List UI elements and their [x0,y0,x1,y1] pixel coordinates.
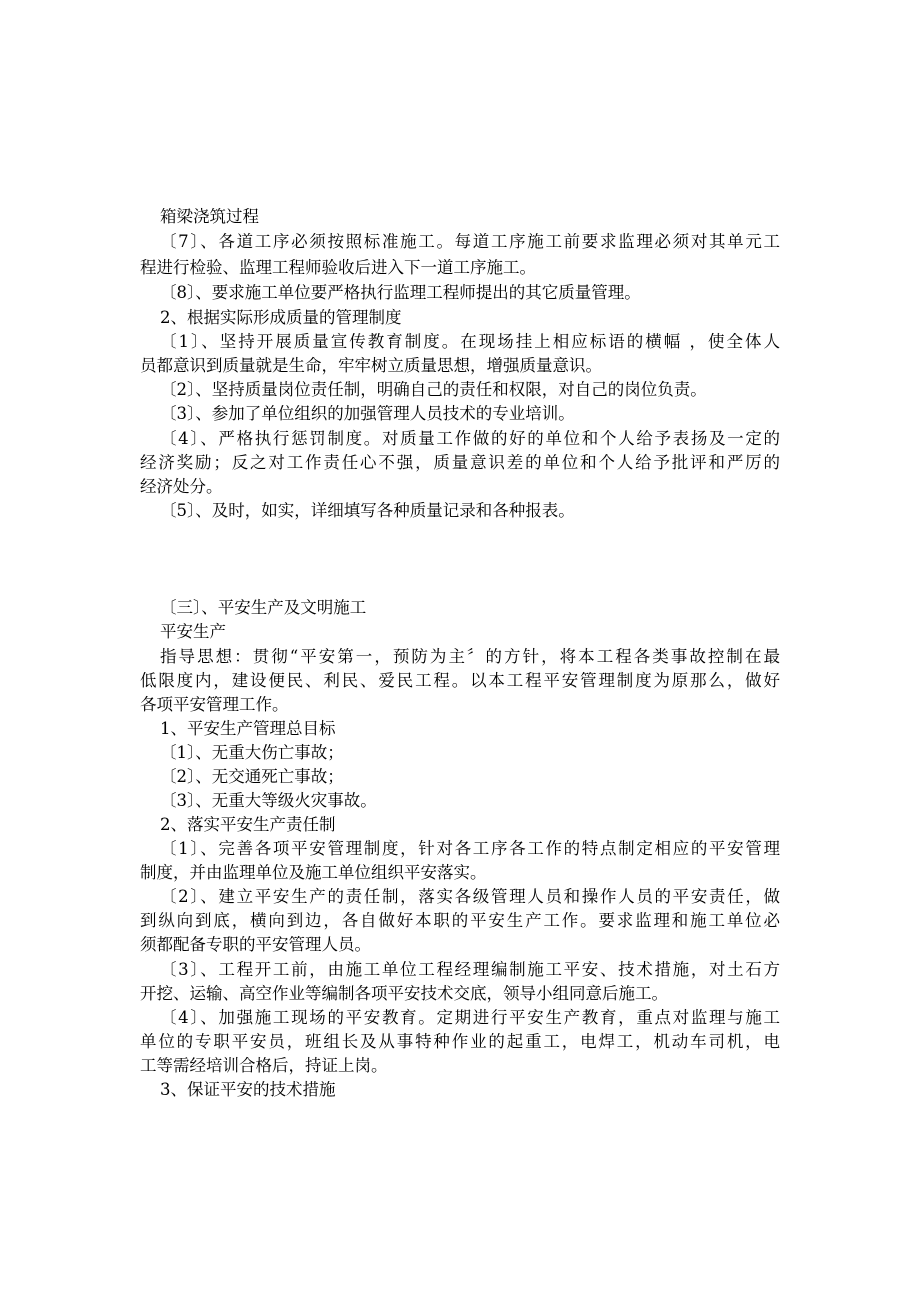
goal-item-2: 〔2〕、无交通死亡事故； [160,767,344,786]
quality-item-4-line-3: 经济处分。 [140,477,223,496]
quality-item-4-line-2: 经济奖励；反之对工作责任心不强，质量意识差的单位和个人给予批评和严厉的 [140,453,780,472]
heading-safety-responsibility: 2、落实平安生产责任制 [160,815,336,834]
goal-item-1: 〔1〕、无重大伤亡事故； [160,743,344,762]
responsibility-item-2-line-2: 到纵向到底，横向到边，各自做好本职的平安生产工作。要求监理和施工单位必 [140,911,780,930]
responsibility-item-2-line-1: 〔2〕、建立平安生产的责任制，落实各级管理人员和操作人员的平安责任，做 [160,887,780,906]
responsibility-item-2-line-3: 须都配备专职的平安管理人员。 [140,935,371,954]
guiding-idea-line-1: 指导思想：贯彻“平安第一，预防为主〞的方针，将本工程各类事故控制在最 [160,647,780,666]
responsibility-item-3-line-2: 开挖、运输、高空作业等编制各项平安技术交底，领导小组同意后施工。 [140,984,668,1003]
guiding-idea-line-3: 各项平安管理工作。 [140,695,289,714]
responsibility-item-1-line-1: 〔1〕、完善各项平安管理制度，针对各工序各工作的特点制定相应的平安管理 [160,839,780,858]
quality-item-1-line-2: 员都意识到质量就是生命，牢牢树立质量思想，增强质量意识。 [140,356,602,375]
heading-safe-production: 平安生产 [160,622,226,641]
responsibility-item-1-line-2: 制度，并由监理单位及施工单位组织平安落实。 [140,863,487,882]
guiding-idea-line-2: 低限度内，建设便民、利民、爱民工程。以本工程平安管理制度为原那么，做好 [140,671,780,690]
item-7-line-2: 程进行检验、监理工程师验收后进入下一道工序施工。 [140,258,536,277]
heading-safety-goals: 1、平安生产管理总目标 [160,719,336,738]
responsibility-item-4-line-2: 单位的专职平安员，班组长及从事特种作业的起重工，电焊工，机动车司机，电 [140,1032,780,1051]
heading-safety-civilized-construction: 〔三〕、平安生产及文明施工 [160,598,367,617]
heading-safety-technical-measures: 3、保证平安的技术措施 [160,1080,336,1099]
item-7-line-1: 〔7〕、各道工序必须按照标准施工。每道工序施工前要求监理必须对其单元工 [160,232,780,251]
responsibility-item-4-line-3: 工等需经培训合格后，持证上岗。 [140,1056,388,1075]
item-8: 〔8〕、要求施工单位要严格执行监理工程师提出的其它质量管理。 [160,283,641,302]
heading-quality-management-system: 2、根据实际形成质量的管理制度 [160,308,402,327]
responsibility-item-3-line-1: 〔3〕、工程开工前，由施工单位工程经理编制施工平安、技术措施，对土石方 [160,960,780,979]
goal-item-3: 〔3〕、无重大等级火灾事故。 [160,791,377,810]
quality-item-3: 〔3〕、参加了单位组织的加强管理人员技术的专业培训。 [160,404,575,423]
quality-item-4-line-1: 〔4〕、严格执行惩罚制度。对质量工作做的好的单位和个人给予表扬及一定的 [160,429,780,448]
responsibility-item-4-line-1: 〔4〕、加强施工现场的平安教育。定期进行平安生产教育，重点对监理与施工 [160,1008,780,1027]
quality-item-1-line-1: 〔1〕、坚持开展质量宣传教育制度。在现场挂上相应标语的横幅 ，使全体人 [160,332,780,351]
heading-box-girder-pouring: 箱梁浇筑过程 [160,207,259,226]
quality-item-2: 〔2〕、坚持质量岗位责任制，明确自己的责任和权限，对自己的岗位负责。 [160,380,707,399]
quality-item-5: 〔5〕、及时，如实，详细填写各种质量记录和各种报表。 [160,501,575,520]
